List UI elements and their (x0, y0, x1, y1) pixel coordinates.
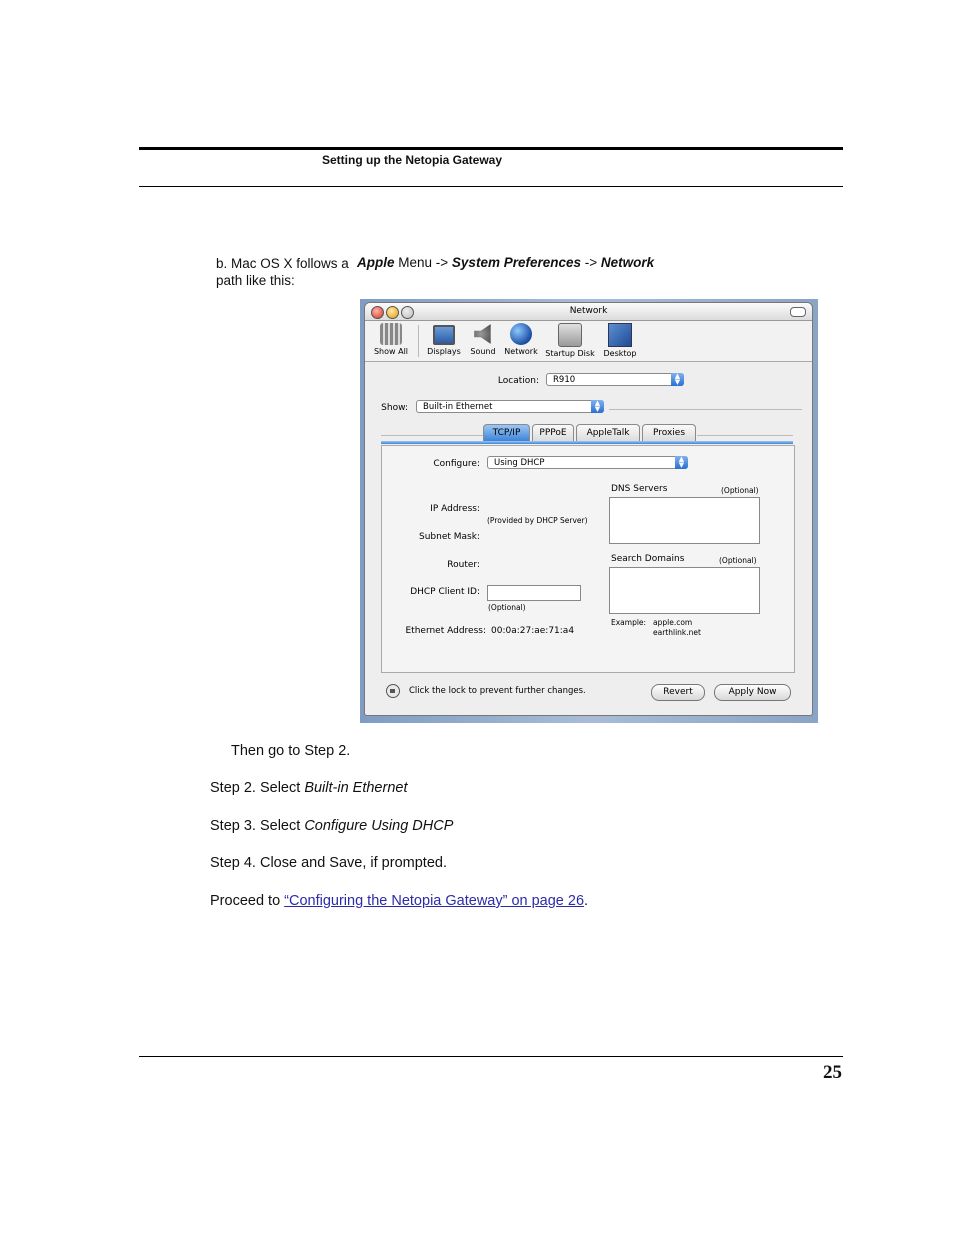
path-menu: Menu -> (394, 255, 452, 270)
proceed-line (210, 893, 588, 909)
tab-proxies[interactable]: Proxies (642, 424, 696, 441)
show-value: Built-in Ethernet (423, 402, 493, 412)
dhcp-client-id-note: (Optional) (488, 603, 526, 612)
configure-popup[interactable] (487, 456, 688, 469)
tcpip-panel (381, 445, 795, 673)
subnet-mask-label: Subnet Mask: (419, 532, 480, 542)
example-label: Example: (611, 618, 647, 627)
toolbar-label: Network (504, 347, 538, 356)
network-preferences-screenshot (360, 299, 818, 723)
router-label: Router: (447, 560, 480, 570)
toolbar-startup-disk[interactable] (543, 323, 597, 358)
example-domain-2: earthlink.net (653, 628, 701, 637)
network-window (364, 302, 813, 716)
running-header: Setting up the Netopia Gateway (322, 153, 503, 167)
toolbar-displays[interactable] (425, 323, 463, 356)
toolbar-separator (418, 325, 419, 357)
page-number: 25 (823, 1062, 842, 1083)
path-system-preferences: System Preferences (451, 255, 582, 270)
dns-optional-note: (Optional) (721, 486, 759, 495)
search-domains-field[interactable] (609, 567, 760, 614)
dhcp-client-id-input[interactable] (487, 585, 581, 601)
lock-icon[interactable] (386, 684, 400, 698)
proceed-suffix: . (584, 893, 589, 909)
title-bar (365, 303, 812, 321)
disk-icon (558, 323, 582, 347)
toolbar-label: Startup Disk (545, 349, 595, 358)
toolbar-label: Sound (470, 347, 496, 356)
dns-servers-label: DNS Servers (611, 484, 668, 494)
divider (381, 435, 485, 436)
toolbar-toggle-icon[interactable] (790, 307, 806, 317)
step-3 (210, 818, 453, 834)
ip-address-label: IP Address: (430, 504, 480, 514)
header-rule-thin (139, 186, 843, 187)
configure-value: Using DHCP (494, 458, 545, 468)
dns-servers-field[interactable] (609, 497, 760, 544)
ethernet-address-label: Ethernet Address: (405, 626, 486, 636)
search-domains-label: Search Domains (611, 554, 685, 564)
tab-tcpip[interactable]: TCP/IP (483, 424, 530, 441)
globe-icon (510, 323, 532, 345)
tab-appletalk[interactable]: AppleTalk (576, 424, 640, 441)
step-2-prefix: Step 2. Select (210, 780, 305, 796)
lock-text: Click the lock to prevent further changes. (409, 686, 586, 696)
toolbar-show-all[interactable] (371, 323, 411, 356)
path-network: Network (600, 255, 655, 270)
apply-now-button[interactable]: Apply Now (714, 684, 791, 701)
example-domain-1: apple.com (653, 618, 693, 627)
revert-button[interactable]: Revert (651, 684, 705, 701)
desktop-icon (608, 323, 632, 347)
location-popup[interactable] (546, 373, 684, 386)
then-step-text: Then go to Step 2. (231, 743, 351, 759)
step-3-emphasis: Configure Using DHCP (304, 818, 454, 834)
show-all-icon (380, 323, 402, 345)
step-2 (210, 780, 407, 796)
step-4: Step 4. Close and Save, if prompted. (210, 855, 447, 871)
tab-underline (381, 441, 793, 444)
show-popup[interactable] (416, 400, 604, 413)
popup-arrows-icon: ▲ ▼ (591, 400, 604, 413)
configuring-gateway-link[interactable]: “Configuring the Netopia Gateway” on page 26 (284, 893, 585, 909)
ip-address-note: (Provided by DHCP Server) (487, 516, 588, 525)
divider (697, 435, 793, 436)
footer-rule (139, 1056, 843, 1057)
header-rule-thick (139, 147, 843, 150)
search-optional-note: (Optional) (719, 556, 757, 565)
window-title: Network (569, 306, 608, 316)
toolbar-label: Displays (427, 347, 461, 356)
show-label: Show: (381, 403, 408, 413)
step-2-emphasis: Built-in Ethernet (304, 780, 408, 796)
popup-arrows-icon: ▲ ▼ (675, 456, 688, 469)
ethernet-address-value: 00:0a:27:ae:71:a4 (491, 626, 575, 636)
location-value: R910 (553, 375, 576, 385)
divider (609, 409, 802, 410)
speaker-icon (472, 323, 494, 345)
toolbar-sound[interactable] (467, 323, 499, 356)
location-label: Location: (497, 376, 539, 386)
path-arrow: -> (581, 255, 601, 270)
tab-pppoe[interactable]: PPPoE (532, 424, 574, 441)
toolbar-label: Show All (373, 347, 409, 356)
step-3-prefix: Step 3. Select (210, 818, 305, 834)
popup-arrows-icon: ▲ ▼ (671, 373, 684, 386)
toolbar-label: Desktop (603, 349, 637, 358)
dhcp-client-id-label: DHCP Client ID: (410, 587, 480, 597)
displays-icon (433, 325, 455, 345)
toolbar-network[interactable] (501, 323, 541, 356)
path-apple: Apple (357, 255, 395, 270)
side-note: b. Mac OS X follows a path like this: (216, 256, 349, 288)
toolbar-desktop[interactable] (601, 323, 639, 358)
proceed-prefix: Proceed to (210, 893, 285, 909)
configure-label: Configure: (433, 459, 480, 469)
menu-path (357, 255, 654, 270)
toolbar (365, 321, 812, 362)
